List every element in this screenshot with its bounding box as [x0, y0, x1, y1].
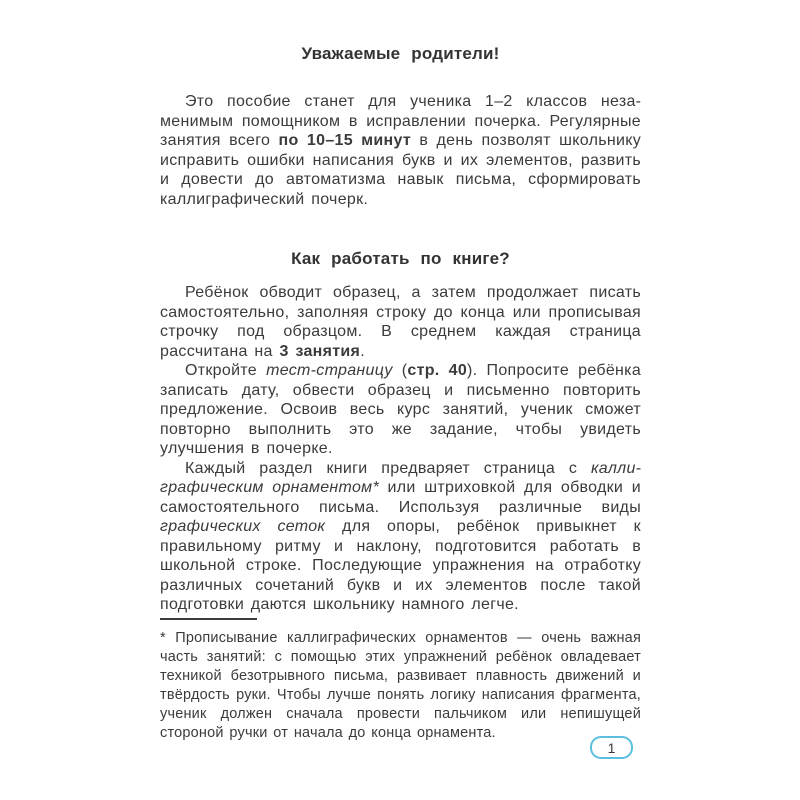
- text-segment: или штриховкой для обводки и самостоятельного письма. Используя различные виды: [160, 479, 641, 516]
- paragraph: [160, 283, 641, 361]
- paragraph: [160, 92, 641, 209]
- text-segment: в день позволят школьнику исправить ошибки написания букв и их элементов, развить и довести до автоматизма навык письма, сформировать каллиграфический почерк.: [160, 132, 641, 208]
- text-segment: (: [392, 362, 408, 379]
- text-segment-bold: стр. 40: [407, 362, 468, 379]
- paragraph: [160, 361, 641, 459]
- text-segment: ). Попросите ребёнка записать дату, обвести образец и письменно повторить предложение. Освоив весь курс занятий, ученик сможет повторно выполнить это же задание, чтобы увидеть улучшения в почерке.: [160, 362, 642, 457]
- paragraph: [160, 459, 641, 615]
- text-segment-italic: тест-страницу: [266, 362, 393, 379]
- section-howto-body: [160, 283, 641, 615]
- text-segment: Это пособие станет для ученика 1–2 классов незаменимым помощником в исправлении почерка. Регулярные занятия всего: [160, 93, 641, 149]
- text-segment-bold: по 10–15 минут: [278, 132, 412, 149]
- section-parents-body: [160, 92, 641, 209]
- footnote-divider: [160, 618, 257, 620]
- section-parents-intro: [160, 44, 641, 209]
- section-how-to-work: [160, 249, 641, 615]
- text-segment-italic: каллиграфическим орнаментом*: [160, 459, 641, 496]
- heading-dear-parents: Уважаемые родители!: [301, 44, 500, 63]
- text-segment: * Прописывание каллиграфических орнаментов — очень важная часть занятий: с помощью этих упражнений ребёнок овладевает техникой безотрывного письма, развивает плавность движений и твёрдость руки. Чтобы лучше понять логику написания фрагмента, ученик должен сначала провести пальчиком или непишущей стороной ручки от начала до конца орнамента.: [160, 630, 641, 741]
- footnote: [160, 618, 641, 743]
- text-segment-bold: 3 занятия: [279, 342, 361, 360]
- footnote-text: [160, 629, 641, 743]
- heading-how-to-work: Как работать по книге?: [291, 249, 510, 268]
- text-segment: для опоры, ребёнок привыкнет к правильному ритму и наклону, подготовится работать в школьной строке. Последующие упражнения на отработку различных сочетаний букв и их элементов после такой подготовки даются школьнику намного легче.: [160, 518, 641, 613]
- text-segment: Откройте: [185, 362, 267, 379]
- page-number: 1: [607, 739, 616, 756]
- text-segment: .: [360, 342, 365, 360]
- page-number-badge: [590, 736, 633, 759]
- text-segment-italic: графических сеток: [160, 518, 326, 535]
- text-segment: Каждый раздел книги предваряет страница с: [185, 459, 591, 477]
- text-segment: Ребёнок обводит образец, а затем продолжает писать самостоятельно, заполняя строку до конца или прописывая строчку под образцом. В среднем каждая страница рассчитана на: [160, 284, 641, 360]
